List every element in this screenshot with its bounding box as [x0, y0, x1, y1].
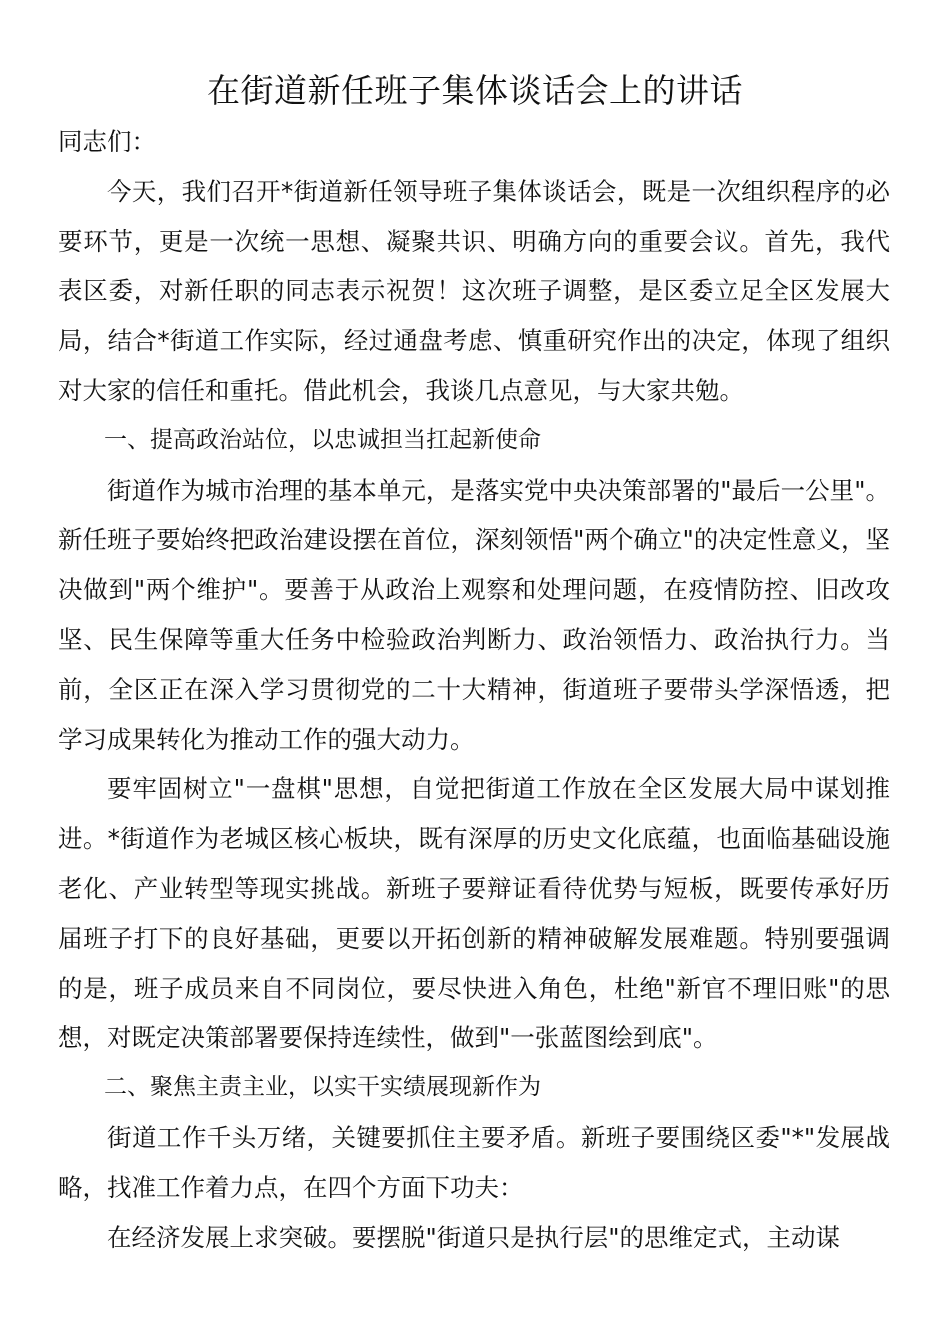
paragraph: 街道工作千头万绪，关键要抓住主要矛盾。新班子要围绕区委"*"发展战略，找准工作着力点，在四个方面下功夫： [58, 1122, 890, 1202]
paragraph-opening: 今天，我们召开*街道新任领导班子集体谈话会，既是一次组织程序的必要环节，更是一次统一思想、凝聚共识、明确方向的重要会议。首先，我代表区委，对新任职的同志表示祝贺！这次班子调整，是区委立足全区发展大局，结合*街道工作实际，经过通盘考虑、慎重研究作出的决定，体现了组织对大家的信任和重托。借此机会，我谈几点意见，与大家共勉。 [58, 176, 890, 405]
section-heading-2: 二、聚焦主责主业，以实干实绩展现新作为 [104, 1074, 541, 1101]
salutation: 同志们： [58, 127, 156, 156]
document-body [58, 117, 890, 1262]
paragraph: 在经济发展上求突破。要摆脱"街道只是执行层"的思维定式，主动谋 [107, 1222, 841, 1252]
document-title: 在街道新任班子集体谈话会上的讲话 [207, 71, 743, 110]
paragraph: 街道作为城市治理的基本单元，是落实党中央决策部署的"最后一公里"。新任班子要始终把政治建设摆在首位，深刻领悟"两个确立"的决定性意义，坚决做到"两个维护"。要善于从政治上观察和处理问题，在疫情防控、旧改攻坚、民生保障等重大任务中检验政治判断力、政治领悟力、政治执行力。当前，全区正在深入学习贯彻党的二十大精神，街道班子要带头学深悟透，把学习成果转化为推动工作的强大动力。 [58, 475, 890, 754]
section-heading-1: 一、提高政治站位，以忠诚担当扛起新使命 [104, 426, 541, 453]
paragraph: 要牢固树立"一盘棋"思想，自觉把街道工作放在全区发展大局中谋划推进。*街道作为老城区核心板块，既有深厚的历史文化底蕴，也面临基础设施老化、产业转型等现实挑战。新班子要辩证看待优势与短板，既要传承好历届班子打下的良好基础，更要以开拓创新的精神破解发展难题。特别要强调的是，班子成员来自不同岗位，要尽快进入角色，杜绝"新官不理旧账"的思想，对既定决策部署要保持连续性，做到"一张蓝图绘到底"。 [58, 774, 890, 1053]
